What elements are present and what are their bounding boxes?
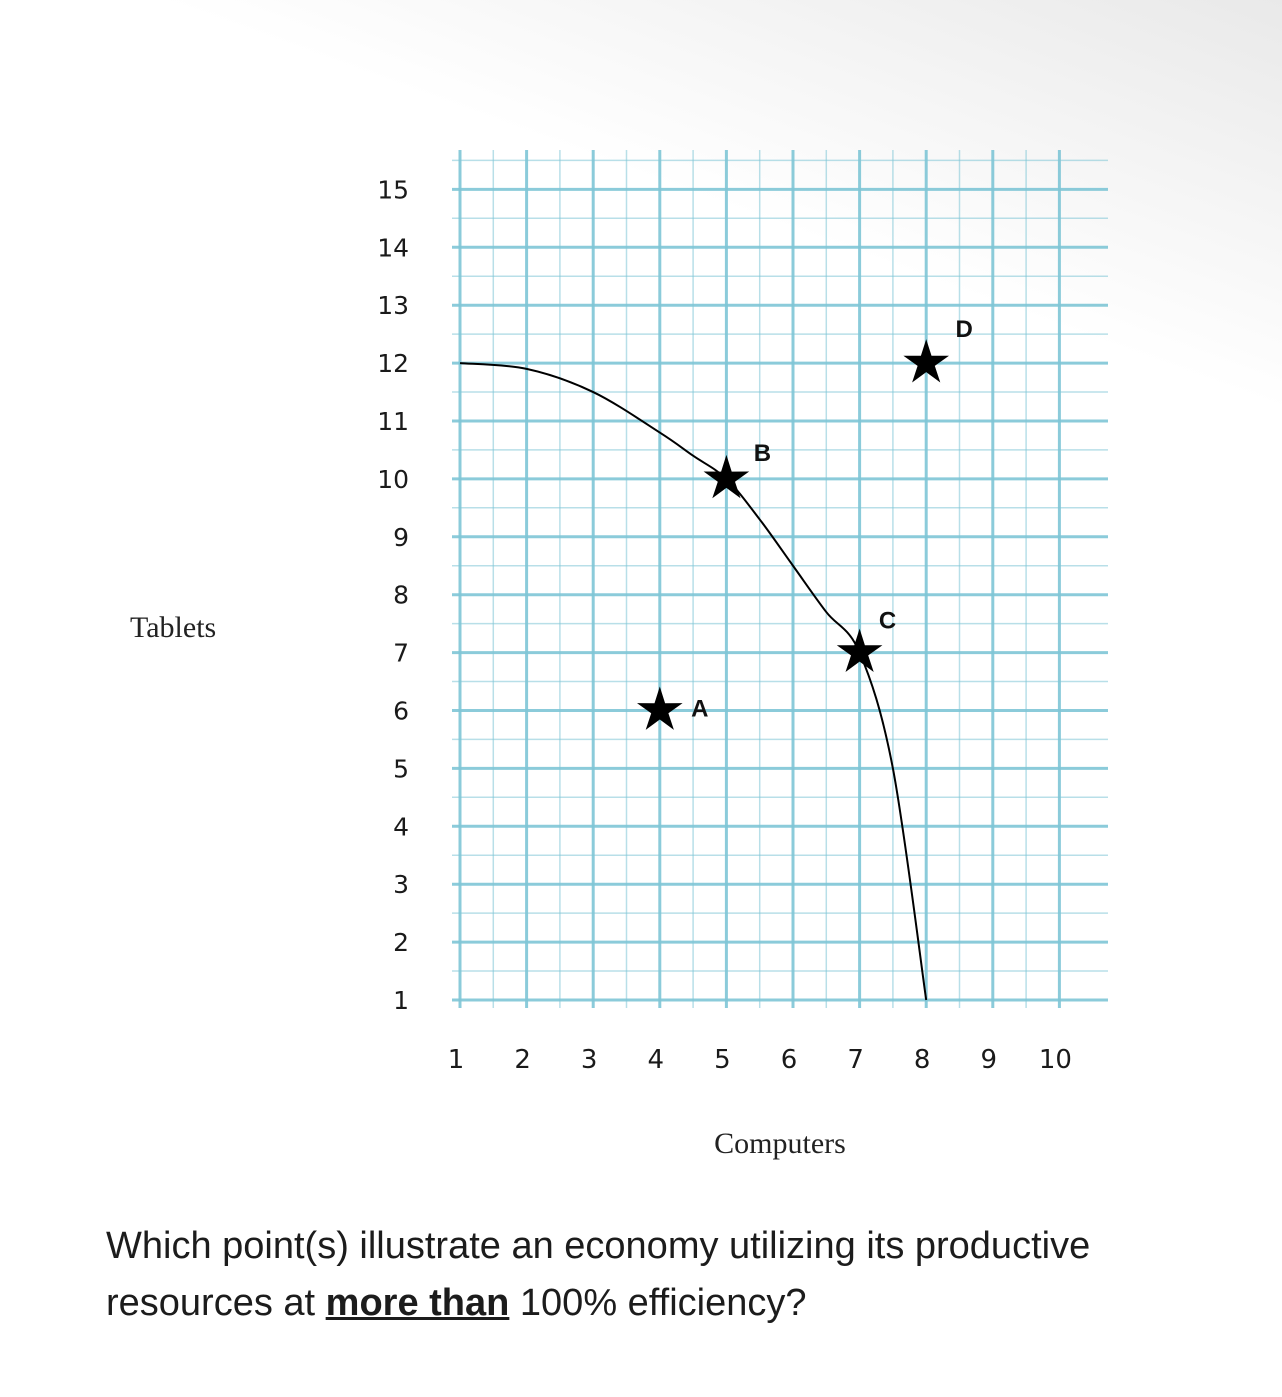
x-tick-label: 5 (714, 1045, 731, 1075)
y-tick-label: 15 (377, 175, 409, 205)
x-tick-label: 6 (780, 1045, 798, 1075)
y-axis-title: Tablets (130, 611, 217, 644)
x-axis-title: Computers (714, 1127, 846, 1160)
x-tick-label: 1 (447, 1045, 465, 1075)
question-emphasis: more than (325, 1282, 510, 1324)
y-tick-label: 5 (393, 754, 409, 784)
chart-grid (452, 150, 1108, 1008)
x-tick-label: 8 (913, 1045, 931, 1075)
y-tick-label: 10 (377, 464, 409, 494)
chart-points (637, 316, 973, 730)
y-tick-label: 13 (377, 291, 409, 321)
x-tick-label: 2 (514, 1045, 531, 1075)
point-label-b: B (753, 439, 772, 467)
x-tick-label: 7 (847, 1045, 864, 1075)
point-label-c: C (878, 607, 897, 635)
point-label-a: A (691, 695, 709, 723)
question-part-1: Which point(s) illustrate an economy utilizing its productive resources at (106, 1225, 1091, 1324)
x-tick-label: 10 (1038, 1045, 1072, 1075)
y-tick-label: 1 (393, 986, 409, 1015)
point-label-d: D (955, 316, 973, 344)
x-tick-label: 9 (980, 1045, 998, 1075)
y-tick-label: 8 (393, 580, 409, 610)
y-tick-label: 6 (393, 696, 409, 726)
y-axis-ticks (377, 175, 409, 1015)
y-tick-label: 9 (393, 522, 409, 552)
y-tick-label: 11 (377, 407, 409, 436)
y-tick-label: 3 (393, 870, 409, 900)
y-tick-label: 4 (393, 812, 409, 842)
y-tick-label: 14 (377, 233, 409, 263)
y-tick-label: 12 (377, 349, 409, 379)
x-axis-ticks (448, 1045, 1072, 1075)
question-text (106, 1218, 1226, 1332)
x-tick-label: 4 (647, 1045, 665, 1075)
y-tick-label: 7 (393, 638, 409, 668)
x-tick-label: 3 (580, 1045, 598, 1075)
y-tick-label: 2 (393, 928, 409, 958)
question-part-2: 100% efficiency? (509, 1282, 807, 1324)
